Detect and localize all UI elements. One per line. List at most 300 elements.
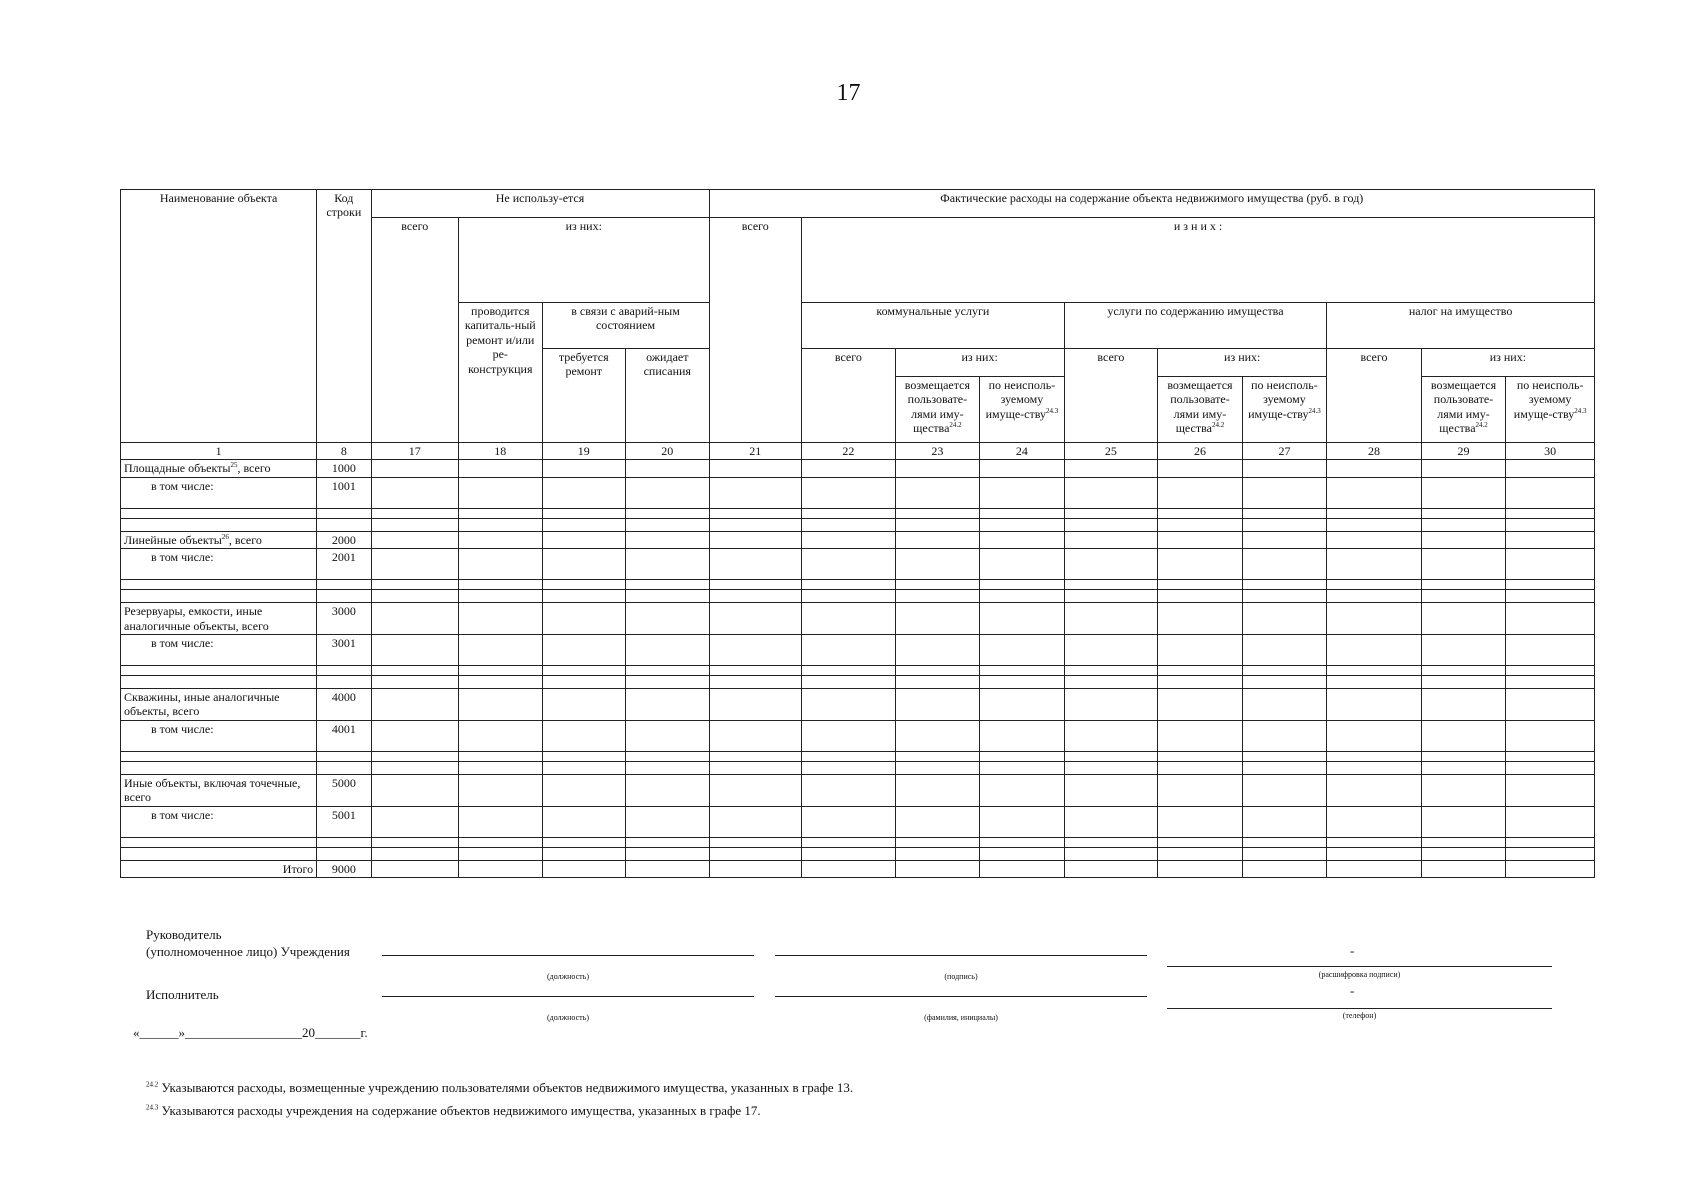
- data-cell[interactable]: [802, 518, 896, 531]
- data-cell[interactable]: [1158, 477, 1243, 508]
- data-cell[interactable]: [1327, 806, 1422, 837]
- data-cell[interactable]: [371, 806, 459, 837]
- data-cell[interactable]: [709, 761, 802, 774]
- data-cell[interactable]: [1327, 508, 1422, 518]
- data-cell[interactable]: [1158, 665, 1243, 675]
- data-cell[interactable]: [1421, 675, 1506, 688]
- data-cell[interactable]: [459, 590, 543, 603]
- data-cell[interactable]: [1242, 477, 1327, 508]
- data-cell[interactable]: [1158, 847, 1243, 860]
- data-cell[interactable]: [1242, 634, 1327, 665]
- data-cell[interactable]: [1064, 477, 1158, 508]
- data-cell[interactable]: [895, 675, 980, 688]
- data-cell[interactable]: [121, 580, 317, 590]
- data-cell[interactable]: [1242, 665, 1327, 675]
- data-cell[interactable]: [317, 580, 371, 590]
- data-cell[interactable]: [626, 751, 710, 761]
- data-cell[interactable]: [980, 837, 1065, 847]
- data-cell[interactable]: [371, 580, 459, 590]
- data-cell[interactable]: [709, 847, 802, 860]
- data-cell[interactable]: [1327, 518, 1422, 531]
- data-cell[interactable]: [709, 580, 802, 590]
- data-cell[interactable]: [317, 508, 371, 518]
- data-cell[interactable]: [1242, 508, 1327, 518]
- data-cell[interactable]: [895, 688, 980, 720]
- data-cell[interactable]: [317, 665, 371, 675]
- data-cell[interactable]: [980, 477, 1065, 508]
- data-cell[interactable]: [371, 477, 459, 508]
- data-cell[interactable]: [709, 837, 802, 847]
- data-cell[interactable]: [1327, 590, 1422, 603]
- data-cell[interactable]: [709, 460, 802, 477]
- data-cell[interactable]: [371, 634, 459, 665]
- data-cell[interactable]: [459, 847, 543, 860]
- data-cell[interactable]: [802, 761, 896, 774]
- data-cell[interactable]: [980, 518, 1065, 531]
- data-cell[interactable]: [1506, 508, 1595, 518]
- data-cell[interactable]: [1242, 590, 1327, 603]
- data-cell[interactable]: [1506, 665, 1595, 675]
- data-cell[interactable]: [802, 549, 896, 580]
- data-cell[interactable]: [542, 460, 626, 477]
- data-cell[interactable]: [1242, 603, 1327, 635]
- data-cell[interactable]: [1158, 603, 1243, 635]
- data-cell[interactable]: [802, 675, 896, 688]
- data-cell[interactable]: [1506, 774, 1595, 806]
- data-cell[interactable]: [1327, 761, 1422, 774]
- data-cell[interactable]: [895, 665, 980, 675]
- data-cell[interactable]: [895, 549, 980, 580]
- data-cell[interactable]: [626, 531, 710, 548]
- data-cell[interactable]: [980, 688, 1065, 720]
- data-cell[interactable]: [1064, 847, 1158, 860]
- data-cell[interactable]: [1064, 720, 1158, 751]
- data-cell[interactable]: [980, 634, 1065, 665]
- data-cell[interactable]: [709, 675, 802, 688]
- data-cell[interactable]: [802, 665, 896, 675]
- data-cell[interactable]: [1064, 549, 1158, 580]
- data-cell[interactable]: [1506, 531, 1595, 548]
- data-cell[interactable]: [459, 665, 543, 675]
- data-cell[interactable]: [626, 634, 710, 665]
- data-cell[interactable]: [1506, 477, 1595, 508]
- data-cell[interactable]: [1421, 580, 1506, 590]
- data-cell[interactable]: [1064, 665, 1158, 675]
- data-cell[interactable]: [895, 860, 980, 877]
- data-cell[interactable]: [1242, 761, 1327, 774]
- data-cell[interactable]: [1421, 806, 1506, 837]
- data-cell[interactable]: [1421, 518, 1506, 531]
- data-cell[interactable]: [980, 675, 1065, 688]
- data-cell[interactable]: [1242, 847, 1327, 860]
- data-cell[interactable]: [980, 460, 1065, 477]
- data-cell[interactable]: [371, 531, 459, 548]
- data-cell[interactable]: [1327, 720, 1422, 751]
- data-cell[interactable]: [802, 837, 896, 847]
- data-cell[interactable]: [626, 665, 710, 675]
- data-cell[interactable]: [802, 688, 896, 720]
- data-cell[interactable]: [709, 860, 802, 877]
- data-cell[interactable]: [895, 590, 980, 603]
- data-cell[interactable]: [1421, 860, 1506, 877]
- data-cell[interactable]: [626, 477, 710, 508]
- data-cell[interactable]: [371, 549, 459, 580]
- data-cell[interactable]: [459, 531, 543, 548]
- data-cell[interactable]: [709, 774, 802, 806]
- data-cell[interactable]: [459, 460, 543, 477]
- data-cell[interactable]: [802, 720, 896, 751]
- data-cell[interactable]: [895, 518, 980, 531]
- data-cell[interactable]: [371, 837, 459, 847]
- data-cell[interactable]: [626, 603, 710, 635]
- data-cell[interactable]: [1421, 751, 1506, 761]
- data-cell[interactable]: [371, 847, 459, 860]
- data-cell[interactable]: [1421, 460, 1506, 477]
- data-cell[interactable]: [895, 847, 980, 860]
- data-cell[interactable]: [542, 580, 626, 590]
- data-cell[interactable]: [371, 751, 459, 761]
- data-cell[interactable]: [371, 761, 459, 774]
- data-cell[interactable]: [542, 590, 626, 603]
- data-cell[interactable]: [980, 720, 1065, 751]
- data-cell[interactable]: [317, 518, 371, 531]
- data-cell[interactable]: [121, 761, 317, 774]
- data-cell[interactable]: [121, 518, 317, 531]
- data-cell[interactable]: [1506, 847, 1595, 860]
- data-cell[interactable]: [709, 603, 802, 635]
- data-cell[interactable]: [709, 806, 802, 837]
- data-cell[interactable]: [709, 590, 802, 603]
- data-cell[interactable]: [626, 806, 710, 837]
- data-cell[interactable]: [1064, 508, 1158, 518]
- data-cell[interactable]: [709, 634, 802, 665]
- data-cell[interactable]: [1242, 751, 1327, 761]
- data-cell[interactable]: [459, 774, 543, 806]
- data-cell[interactable]: [895, 806, 980, 837]
- data-cell[interactable]: [542, 675, 626, 688]
- data-cell[interactable]: [1064, 580, 1158, 590]
- data-cell[interactable]: [1421, 665, 1506, 675]
- data-cell[interactable]: [626, 860, 710, 877]
- data-cell[interactable]: [1158, 761, 1243, 774]
- data-cell[interactable]: [1327, 665, 1422, 675]
- data-cell[interactable]: [1506, 720, 1595, 751]
- data-cell[interactable]: [980, 751, 1065, 761]
- data-cell[interactable]: [1242, 531, 1327, 548]
- data-cell[interactable]: [1327, 688, 1422, 720]
- data-cell[interactable]: [802, 634, 896, 665]
- data-cell[interactable]: [1327, 603, 1422, 635]
- data-cell[interactable]: [542, 549, 626, 580]
- data-cell[interactable]: [709, 477, 802, 508]
- data-cell[interactable]: [980, 531, 1065, 548]
- data-cell[interactable]: [802, 774, 896, 806]
- data-cell[interactable]: [1064, 774, 1158, 806]
- data-cell[interactable]: [626, 688, 710, 720]
- data-cell[interactable]: [1327, 751, 1422, 761]
- data-cell[interactable]: [1327, 860, 1422, 877]
- data-cell[interactable]: [542, 806, 626, 837]
- data-cell[interactable]: [709, 720, 802, 751]
- data-cell[interactable]: [1327, 634, 1422, 665]
- data-cell[interactable]: [1242, 675, 1327, 688]
- data-cell[interactable]: [371, 860, 459, 877]
- data-cell[interactable]: [542, 531, 626, 548]
- data-cell[interactable]: [980, 508, 1065, 518]
- data-cell[interactable]: [542, 603, 626, 635]
- data-cell[interactable]: [1506, 860, 1595, 877]
- data-cell[interactable]: [459, 688, 543, 720]
- data-cell[interactable]: [626, 847, 710, 860]
- data-cell[interactable]: [1506, 761, 1595, 774]
- data-cell[interactable]: [371, 665, 459, 675]
- data-cell[interactable]: [317, 751, 371, 761]
- data-cell[interactable]: [1158, 774, 1243, 806]
- data-cell[interactable]: [1421, 508, 1506, 518]
- data-cell[interactable]: [1158, 518, 1243, 531]
- data-cell[interactable]: [1506, 603, 1595, 635]
- data-cell[interactable]: [895, 477, 980, 508]
- data-cell[interactable]: [802, 508, 896, 518]
- data-cell[interactable]: [542, 847, 626, 860]
- data-cell[interactable]: [1421, 720, 1506, 751]
- data-cell[interactable]: [709, 508, 802, 518]
- data-cell[interactable]: [1327, 847, 1422, 860]
- data-cell[interactable]: [1158, 751, 1243, 761]
- data-cell[interactable]: [459, 634, 543, 665]
- data-cell[interactable]: [1158, 837, 1243, 847]
- data-cell[interactable]: [542, 837, 626, 847]
- data-cell[interactable]: [802, 806, 896, 837]
- data-cell[interactable]: [1158, 688, 1243, 720]
- data-cell[interactable]: [626, 837, 710, 847]
- data-cell[interactable]: [1064, 531, 1158, 548]
- data-cell[interactable]: [317, 837, 371, 847]
- data-cell[interactable]: [895, 603, 980, 635]
- data-cell[interactable]: [626, 580, 710, 590]
- data-cell[interactable]: [1064, 837, 1158, 847]
- data-cell[interactable]: [121, 751, 317, 761]
- data-cell[interactable]: [709, 665, 802, 675]
- data-cell[interactable]: [709, 531, 802, 548]
- data-cell[interactable]: [1242, 688, 1327, 720]
- data-cell[interactable]: [1158, 634, 1243, 665]
- data-cell[interactable]: [1242, 518, 1327, 531]
- data-cell[interactable]: [1506, 837, 1595, 847]
- data-cell[interactable]: [1242, 580, 1327, 590]
- data-cell[interactable]: [1421, 847, 1506, 860]
- data-cell[interactable]: [1421, 634, 1506, 665]
- data-cell[interactable]: [895, 508, 980, 518]
- data-cell[interactable]: [1064, 590, 1158, 603]
- data-cell[interactable]: [1158, 549, 1243, 580]
- data-cell[interactable]: [980, 665, 1065, 675]
- data-cell[interactable]: [980, 860, 1065, 877]
- data-cell[interactable]: [709, 751, 802, 761]
- data-cell[interactable]: [371, 720, 459, 751]
- data-cell[interactable]: [895, 774, 980, 806]
- data-cell[interactable]: [802, 590, 896, 603]
- data-cell[interactable]: [121, 590, 317, 603]
- data-cell[interactable]: [1064, 860, 1158, 877]
- data-cell[interactable]: [1506, 688, 1595, 720]
- data-cell[interactable]: [1064, 751, 1158, 761]
- data-cell[interactable]: [1506, 518, 1595, 531]
- data-cell[interactable]: [1158, 720, 1243, 751]
- data-cell[interactable]: [1242, 837, 1327, 847]
- data-cell[interactable]: [542, 761, 626, 774]
- data-cell[interactable]: [542, 508, 626, 518]
- data-cell[interactable]: [371, 603, 459, 635]
- data-cell[interactable]: [895, 751, 980, 761]
- data-cell[interactable]: [1421, 603, 1506, 635]
- data-cell[interactable]: [802, 751, 896, 761]
- data-cell[interactable]: [459, 477, 543, 508]
- data-cell[interactable]: [542, 634, 626, 665]
- data-cell[interactable]: [802, 477, 896, 508]
- data-cell[interactable]: [371, 675, 459, 688]
- data-cell[interactable]: [317, 675, 371, 688]
- data-cell[interactable]: [371, 774, 459, 806]
- data-cell[interactable]: [1421, 549, 1506, 580]
- data-cell[interactable]: [980, 590, 1065, 603]
- data-cell[interactable]: [542, 774, 626, 806]
- data-cell[interactable]: [980, 847, 1065, 860]
- data-cell[interactable]: [980, 761, 1065, 774]
- data-cell[interactable]: [1421, 774, 1506, 806]
- data-cell[interactable]: [371, 590, 459, 603]
- data-cell[interactable]: [1327, 580, 1422, 590]
- data-cell[interactable]: [121, 665, 317, 675]
- data-cell[interactable]: [121, 675, 317, 688]
- data-cell[interactable]: [980, 603, 1065, 635]
- data-cell[interactable]: [626, 590, 710, 603]
- data-cell[interactable]: [459, 720, 543, 751]
- data-cell[interactable]: [371, 688, 459, 720]
- data-cell[interactable]: [1506, 460, 1595, 477]
- data-cell[interactable]: [1421, 590, 1506, 603]
- data-cell[interactable]: [1327, 675, 1422, 688]
- data-cell[interactable]: [980, 549, 1065, 580]
- data-cell[interactable]: [626, 508, 710, 518]
- data-cell[interactable]: [1242, 774, 1327, 806]
- data-cell[interactable]: [980, 580, 1065, 590]
- data-cell[interactable]: [1506, 634, 1595, 665]
- data-cell[interactable]: [1327, 549, 1422, 580]
- data-cell[interactable]: [371, 518, 459, 531]
- data-cell[interactable]: [895, 761, 980, 774]
- data-cell[interactable]: [542, 518, 626, 531]
- data-cell[interactable]: [371, 460, 459, 477]
- data-cell[interactable]: [1158, 508, 1243, 518]
- data-cell[interactable]: [709, 688, 802, 720]
- data-cell[interactable]: [459, 580, 543, 590]
- data-cell[interactable]: [542, 688, 626, 720]
- data-cell[interactable]: [1242, 549, 1327, 580]
- data-cell[interactable]: [459, 675, 543, 688]
- data-cell[interactable]: [1506, 751, 1595, 761]
- data-cell[interactable]: [317, 590, 371, 603]
- data-cell[interactable]: [459, 761, 543, 774]
- data-cell[interactable]: [1064, 634, 1158, 665]
- data-cell[interactable]: [459, 837, 543, 847]
- data-cell[interactable]: [459, 549, 543, 580]
- data-cell[interactable]: [121, 837, 317, 847]
- data-cell[interactable]: [459, 603, 543, 635]
- data-cell[interactable]: [626, 761, 710, 774]
- data-cell[interactable]: [626, 720, 710, 751]
- data-cell[interactable]: [1242, 720, 1327, 751]
- data-cell[interactable]: [626, 518, 710, 531]
- data-cell[interactable]: [1158, 590, 1243, 603]
- data-cell[interactable]: [895, 634, 980, 665]
- data-cell[interactable]: [1064, 603, 1158, 635]
- data-cell[interactable]: [1421, 477, 1506, 508]
- data-cell[interactable]: [802, 603, 896, 635]
- data-cell[interactable]: [1506, 590, 1595, 603]
- data-cell[interactable]: [1421, 531, 1506, 548]
- data-cell[interactable]: [802, 847, 896, 860]
- data-cell[interactable]: [1158, 860, 1243, 877]
- data-cell[interactable]: [1064, 675, 1158, 688]
- data-cell[interactable]: [542, 665, 626, 675]
- data-cell[interactable]: [1158, 531, 1243, 548]
- data-cell[interactable]: [459, 751, 543, 761]
- data-cell[interactable]: [1421, 837, 1506, 847]
- data-cell[interactable]: [802, 531, 896, 548]
- data-cell[interactable]: [121, 847, 317, 860]
- data-cell[interactable]: [1064, 518, 1158, 531]
- data-cell[interactable]: [895, 720, 980, 751]
- data-cell[interactable]: [1421, 761, 1506, 774]
- data-cell[interactable]: [542, 720, 626, 751]
- data-cell[interactable]: [542, 477, 626, 508]
- data-cell[interactable]: [317, 847, 371, 860]
- data-cell[interactable]: [802, 460, 896, 477]
- data-cell[interactable]: [1327, 774, 1422, 806]
- data-cell[interactable]: [1327, 837, 1422, 847]
- data-cell[interactable]: [626, 675, 710, 688]
- data-cell[interactable]: [459, 508, 543, 518]
- data-cell[interactable]: [542, 751, 626, 761]
- data-cell[interactable]: [626, 549, 710, 580]
- data-cell[interactable]: [1506, 580, 1595, 590]
- data-cell[interactable]: [1242, 460, 1327, 477]
- data-cell[interactable]: [459, 806, 543, 837]
- data-cell[interactable]: [542, 860, 626, 877]
- data-cell[interactable]: [980, 806, 1065, 837]
- data-cell[interactable]: [1421, 688, 1506, 720]
- data-cell[interactable]: [895, 580, 980, 590]
- data-cell[interactable]: [1506, 549, 1595, 580]
- data-cell[interactable]: [1506, 675, 1595, 688]
- data-cell[interactable]: [371, 508, 459, 518]
- data-cell[interactable]: [459, 518, 543, 531]
- data-cell[interactable]: [895, 531, 980, 548]
- data-cell[interactable]: [1242, 860, 1327, 877]
- data-cell[interactable]: [980, 774, 1065, 806]
- data-cell[interactable]: [802, 580, 896, 590]
- data-cell[interactable]: [1158, 460, 1243, 477]
- data-cell[interactable]: [1064, 806, 1158, 837]
- data-cell[interactable]: [626, 774, 710, 806]
- data-cell[interactable]: [1064, 688, 1158, 720]
- data-cell[interactable]: [1158, 675, 1243, 688]
- data-cell[interactable]: [1506, 806, 1595, 837]
- data-cell[interactable]: [709, 518, 802, 531]
- data-cell[interactable]: [802, 860, 896, 877]
- data-cell[interactable]: [1158, 580, 1243, 590]
